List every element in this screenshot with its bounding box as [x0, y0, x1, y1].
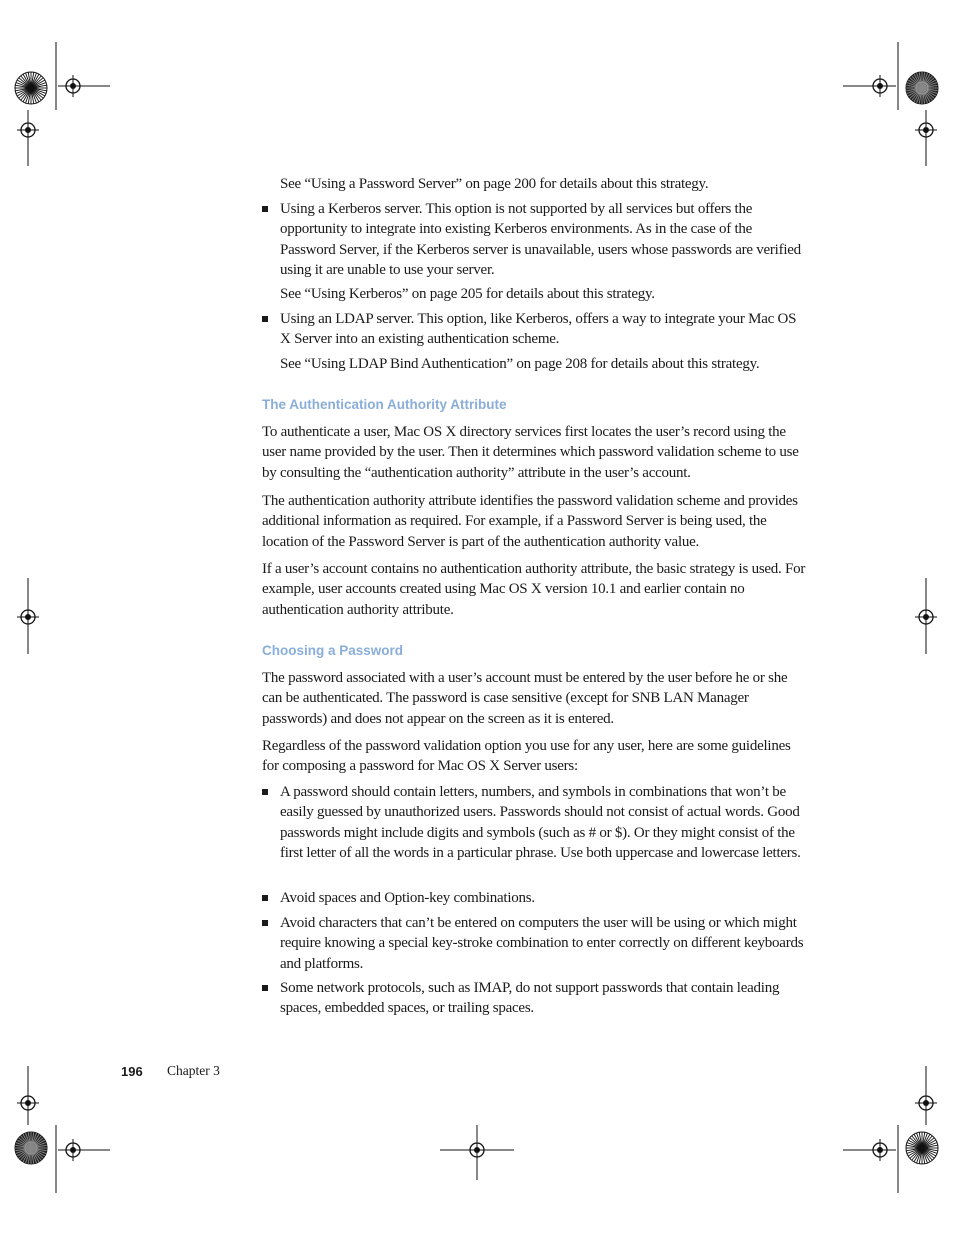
registration-target	[915, 1092, 937, 1114]
bullet-text: Some network protocols, such as IMAP, do not support passwords that contain leading spaces, embedded spaces, or trailing spaces.	[280, 980, 780, 1017]
page-number: 196	[121, 1064, 143, 1079]
bullet-text: Using a Kerberos server. This option is not supported by all services but offers the opportunity to integrate into existing Kerberos environments. As in the case of the Password Server, if the Kerberos server is unavailable, users whose passwords are verified using it are unable to use your server.	[280, 201, 801, 278]
registration-target	[17, 1092, 39, 1114]
registration-target	[466, 1139, 488, 1161]
bullet-item	[262, 309, 807, 350]
bullet-item	[262, 978, 807, 1019]
paragraph: The password associated with a user’s account must be entered by the user before he or she can be authenticated. The password is case sensitive (except for SNB LAN Manager passwords) and does not appear on the screen as it is entered.	[262, 670, 788, 727]
bullet-text: Avoid spaces and Option-key combinations.	[280, 890, 535, 906]
section-heading: The Authentication Authority Attribute	[262, 397, 507, 412]
bullet-item	[262, 199, 807, 280]
paragraph: If a user’s account contains no authentication authority attribute, the basic strategy is used. For example, user accounts created using Mac OS X version 10.1 and earlier contain no authentication authority attribute.	[262, 561, 806, 618]
registration-starburst	[906, 72, 938, 104]
registration-target	[915, 606, 937, 628]
section-heading: Choosing a Password	[262, 643, 404, 658]
registration-target	[915, 119, 937, 141]
bullet-item	[262, 782, 807, 863]
bullet-square	[262, 789, 268, 795]
bullet-item	[262, 888, 807, 908]
registration-target	[17, 119, 39, 141]
registration-target	[869, 75, 891, 97]
bullet-item	[262, 913, 807, 974]
registration-target	[869, 1139, 891, 1161]
bullet-square	[262, 985, 268, 991]
chapter-label: Chapter 3	[167, 1063, 220, 1078]
paragraph: See “Using LDAP Bind Authentication” on page 208 for details about this strategy.	[280, 356, 760, 372]
registration-target	[62, 1139, 84, 1161]
paragraph: Regardless of the password validation option you use for any user, here are some guidelines for composing a password for Mac OS X Server users:	[262, 738, 791, 775]
registration-starburst	[15, 1132, 47, 1164]
registration-starburst	[15, 72, 47, 104]
bullet-square	[262, 895, 268, 901]
registration-target	[62, 75, 84, 97]
bullet-text: Using an LDAP server. This option, like Kerberos, offers a way to integrate your Mac OS X Server into an existing authentication scheme.	[280, 311, 797, 348]
paragraph: See “Using Kerberos” on page 205 for details about this strategy.	[280, 286, 655, 302]
paragraph: The authentication authority attribute identifies the password validation scheme and provides additional information as required. For example, if a Password Server is being used, the location of the Password Server is part of the authentication authority value.	[262, 493, 798, 550]
bullet-square	[262, 316, 268, 322]
bullet-text: A password should contain letters, numbers, and symbols in combinations that won’t be easily guessed by unauthorized users. Passwords should not consist of actual words. Good passwords might include digits and symbols (such as # or $). Or they might consist of the first letter of all the words in a particular phrase. Use both uppercase and lowercase letters.	[280, 784, 801, 861]
bullet-square	[262, 920, 268, 926]
registration-starburst	[906, 1132, 938, 1164]
bullet-square	[262, 206, 268, 212]
bullet-text: Avoid characters that can’t be entered on computers the user will be using or which might require knowing a special key-stroke combination to enter correctly on different keyboards and platforms.	[280, 915, 804, 972]
registration-target	[17, 606, 39, 628]
paragraph: See “Using a Password Server” on page 200 for details about this strategy.	[280, 176, 709, 192]
paragraph: To authenticate a user, Mac OS X directory services first locates the user’s record using the user name provided by the user. Then it determines which password validation scheme to use by consulting the “authentication authority” attribute in the user’s account.	[262, 424, 799, 481]
